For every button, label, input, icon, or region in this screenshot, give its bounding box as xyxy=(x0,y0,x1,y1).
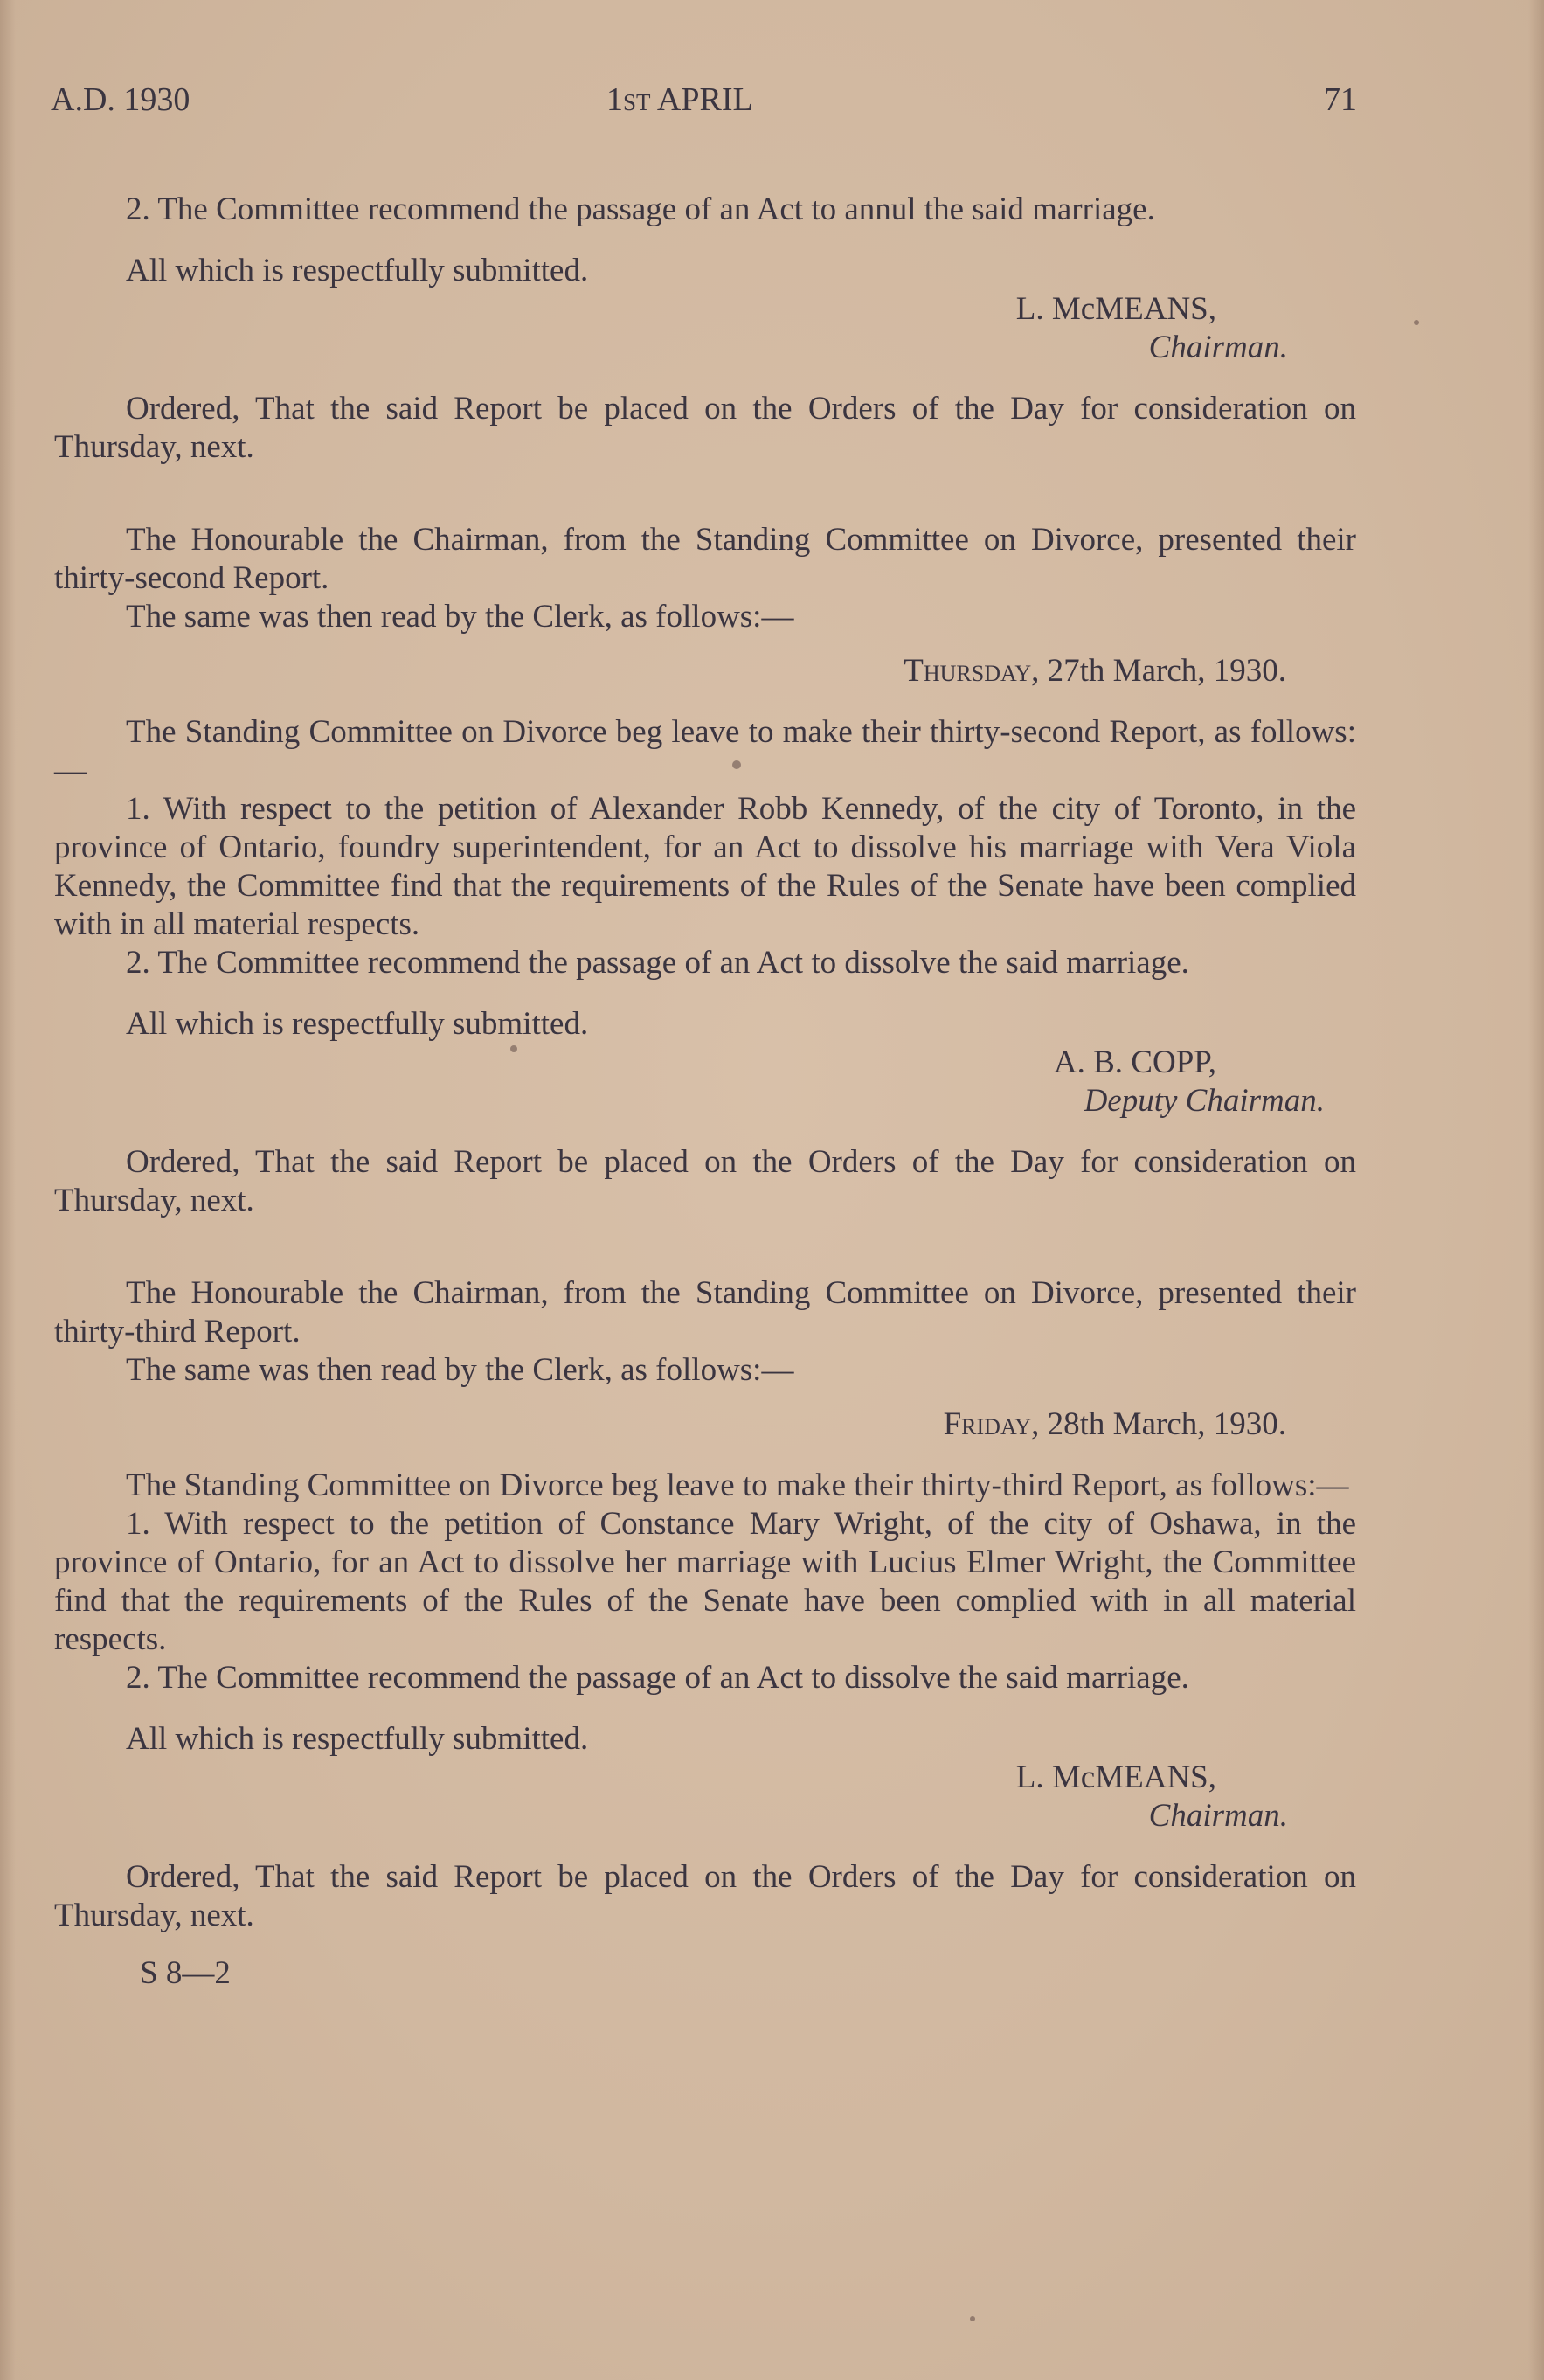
header-date-month: APRIL xyxy=(656,81,753,118)
report-item-1: 1. With respect to the petition of Alexander Robb Kennedy, of the city of Toronto, in the province of Ontario, foundry superintendent, for an Act to dissolve his marriage with Vera Viola Kennedy, the Committee find that the requirements of the Rules of the Senate have been complied with in all material respects. xyxy=(54,791,1356,942)
report-date xyxy=(54,652,1356,690)
submitted-line: All which is respectfully submitted. xyxy=(126,1721,589,1757)
read-by-clerk: The same was then read by the Clerk, as follows:— xyxy=(126,599,794,635)
report-date xyxy=(54,1405,1356,1444)
paper-speck xyxy=(1414,320,1419,325)
page-edge-right xyxy=(1528,0,1544,2380)
report-item-2: 2. The Committee recommend the passage of an Act to dissolve the said marriage. xyxy=(126,1660,1189,1696)
ordered-paragraph: Ordered, That the said Report be placed on the Orders of the Day for consideration on Thursday, next. xyxy=(54,391,1356,465)
signature-block xyxy=(54,1759,1356,1835)
header-date xyxy=(606,80,753,119)
report-date-rest: , 28th March, 1930. xyxy=(1031,1406,1286,1442)
paper-speck xyxy=(732,760,741,769)
signer-title: Chairman. xyxy=(1148,1798,1288,1834)
submitted-line: All which is respectfully submitted. xyxy=(126,1006,589,1042)
signature-block xyxy=(54,290,1356,367)
ordered-paragraph: Ordered, That the said Report be placed on the Orders of the Day for consideration on Thursday, next. xyxy=(54,1859,1356,1933)
report-thirty-third xyxy=(54,1274,1356,1935)
signature-block xyxy=(54,1044,1356,1121)
header-date-day: 1 xyxy=(606,81,623,118)
header-date-suffix: st xyxy=(623,81,651,118)
running-header xyxy=(51,80,1357,124)
page-body xyxy=(54,191,1356,1993)
report-date-day: Friday xyxy=(943,1406,1032,1442)
signature-mark: S 8—2 xyxy=(140,1955,231,1991)
beg-leave-paragraph: The Standing Committee on Divorce beg leave to make their thirty-second Report, as follows:— xyxy=(54,714,1356,788)
page-number: 71 xyxy=(1324,81,1357,118)
report-date-day: Thursday xyxy=(904,653,1032,689)
report-intro: The Honourable the Chairman, from the Standing Committee on Divorce, presented their thirty-third Report. xyxy=(54,1275,1356,1350)
submitted-line: All which is respectfully submitted. xyxy=(126,253,589,288)
signer-name: L. McMEANS, xyxy=(1015,1759,1216,1795)
signer-title: Chairman. xyxy=(1148,330,1288,365)
page-edge-left xyxy=(0,0,16,2380)
beg-leave-paragraph: The Standing Committee on Divorce beg leave to make their thirty-third Report, as follows:— xyxy=(126,1468,1349,1503)
signer-title: Deputy Chairman. xyxy=(1084,1083,1325,1119)
ordered-paragraph: Ordered, That the said Report be placed on the Orders of the Day for consideration on Thursday, next. xyxy=(54,1144,1356,1218)
paper-speck xyxy=(970,2316,975,2321)
signer-name: A. B. COPP, xyxy=(1053,1044,1216,1080)
report-item-1: 1. With respect to the petition of Constance Mary Wright, of the city of Oshawa, in the province of Ontario, for an Act to dissolve her marriage with Lucius Elmer Wright, the Committee find that the requirements of the Rules of the Senate have been complied with in all material respects. xyxy=(54,1506,1356,1657)
header-year: A.D. 1930 xyxy=(51,81,190,118)
report-thirty-second xyxy=(54,521,1356,1220)
signer-name: L. McMEANS, xyxy=(1015,291,1216,327)
paper-speck xyxy=(510,1045,517,1052)
report-date-rest: , 27th March, 1930. xyxy=(1031,653,1286,689)
read-by-clerk: The same was then read by the Clerk, as follows:— xyxy=(126,1352,794,1388)
report-item-2: 2. The Committee recommend the passage of an Act to dissolve the said marriage. xyxy=(126,945,1189,981)
report-intro: The Honourable the Chairman, from the Standing Committee on Divorce, presented their thirty-second Report. xyxy=(54,522,1356,596)
report-continuation xyxy=(54,191,1356,467)
report-item-2: 2. The Committee recommend the passage of an Act to annul the said marriage. xyxy=(126,191,1155,227)
